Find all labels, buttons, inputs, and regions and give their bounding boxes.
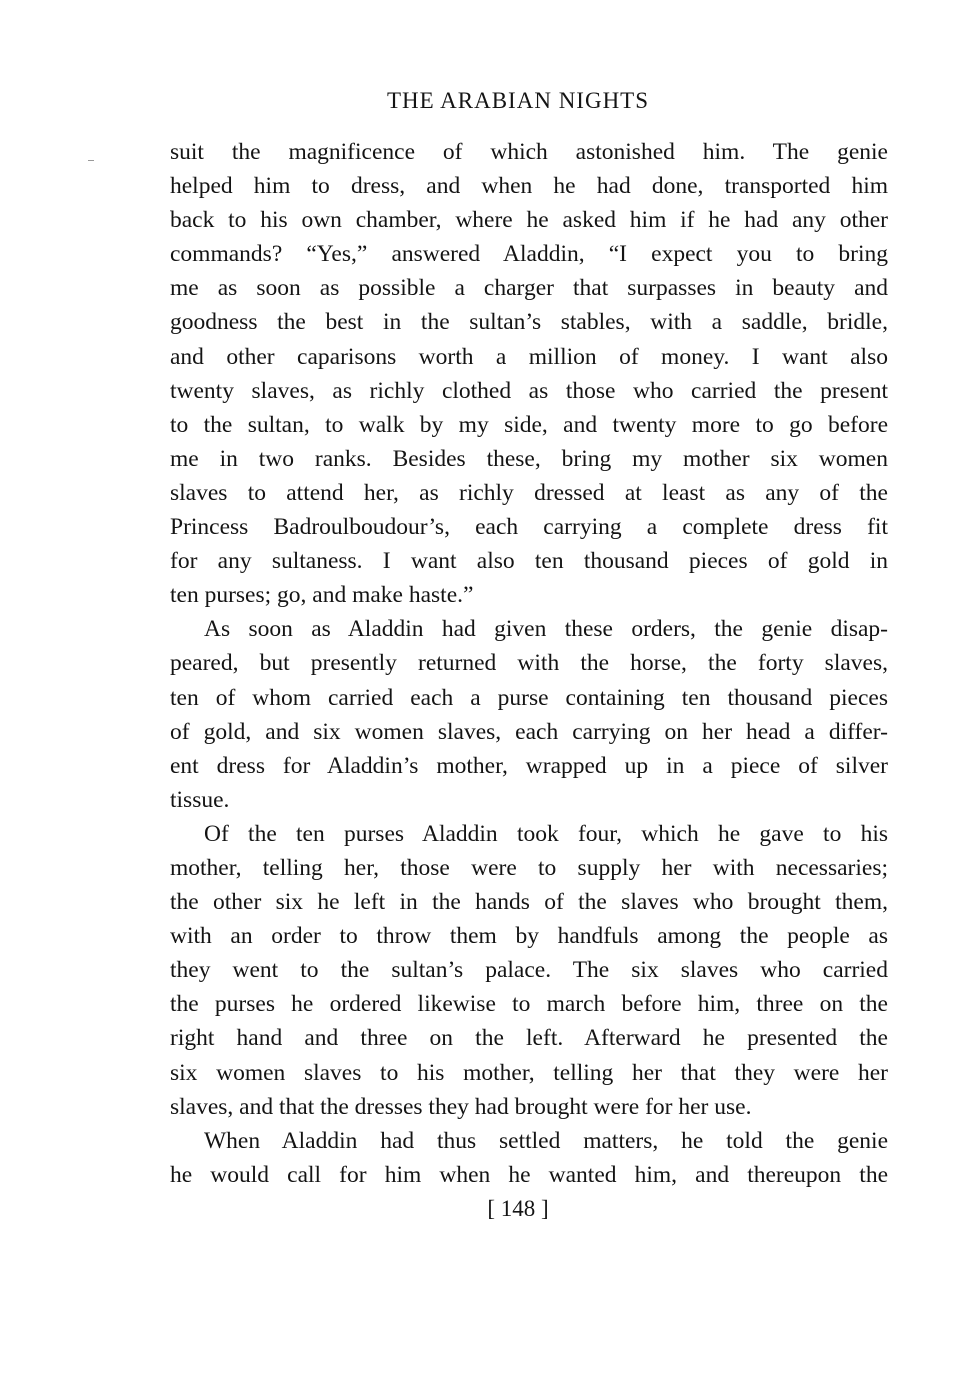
text-line: ten purses; go, and make haste.” <box>170 582 474 609</box>
text-line: slaves, and that the dresses they had brought were for her use. <box>170 1093 752 1120</box>
text-line: and other caparisons worth a million of money. I want also <box>170 343 888 370</box>
text-line: he would call for him when he wanted him, and thereupon the <box>170 1161 888 1188</box>
text-line: six women slaves to his mother, telling her that they were her <box>170 1059 888 1086</box>
paragraph <box>170 817 888 1124</box>
text-line: ent dress for Aladdin’s mother, wrapped up in a piece of silver <box>170 752 888 779</box>
text-line: Of the ten purses Aladdin took four, which he gave to his <box>204 820 888 847</box>
text-line: with an order to throw them by handfuls among the people as <box>170 923 888 950</box>
paragraph <box>170 135 888 612</box>
text-line: slaves to attend her, as richly dressed at least as any of the <box>170 479 888 506</box>
text-line: for any sultaness. I want also ten thousand pieces of gold in <box>170 548 888 575</box>
margin-mark <box>88 160 94 161</box>
text-line: me as soon as possible a charger that surpasses in beauty and <box>170 275 888 302</box>
text-line: Princess Badroulboudour’s, each carrying a complete dress fit <box>170 514 888 541</box>
text-line: ten of whom carried each a purse containing ten thousand pieces <box>170 684 888 711</box>
body-text <box>170 135 888 1192</box>
text-line: the purses he ordered likewise to march before him, three on the <box>170 991 888 1018</box>
running-head: THE ARABIAN NIGHTS <box>386 88 650 113</box>
paragraph <box>170 1124 888 1192</box>
text-line: peared, but presently returned with the horse, the forty slaves, <box>170 650 888 677</box>
text-line: me in two ranks. Besides these, bring my mother six women <box>170 445 888 472</box>
text-line: goodness the best in the sultan’s stables, with a saddle, bridle, <box>170 309 888 336</box>
text-line: mother, telling her, those were to supply her with necessaries; <box>170 854 888 881</box>
text-line: to the sultan, to walk by my side, and twenty more to go before <box>170 411 888 438</box>
text-line: commands? “Yes,” answered Aladdin, “I expect you to bring <box>170 241 888 268</box>
text-line: When Aladdin had thus settled matters, he told the genie <box>204 1127 888 1154</box>
paragraph <box>170 612 888 817</box>
text-line: of gold, and six women slaves, each carrying on her head a differ- <box>170 718 888 745</box>
text-line: the other six he left in the hands of the slaves who brought them, <box>170 889 888 916</box>
page-number: [ 148 ] <box>487 1196 549 1221</box>
text-line: As soon as Aladdin had given these orders, the genie disap- <box>204 616 888 643</box>
text-line: they went to the sultan’s palace. The six slaves who carried <box>170 957 888 984</box>
text-line: suit the magnificence of which astonished him. The genie <box>170 139 888 165</box>
text-line: twenty slaves, as richly clothed as those who carried the present <box>170 377 888 404</box>
text-line: right hand and three on the left. Afterward he presented the <box>170 1025 888 1052</box>
text-line: back to his own chamber, where he asked him if he had any other <box>170 207 888 234</box>
text-line: helped him to dress, and when he had done, transported him <box>170 173 888 200</box>
text-line: tissue. <box>170 786 230 813</box>
